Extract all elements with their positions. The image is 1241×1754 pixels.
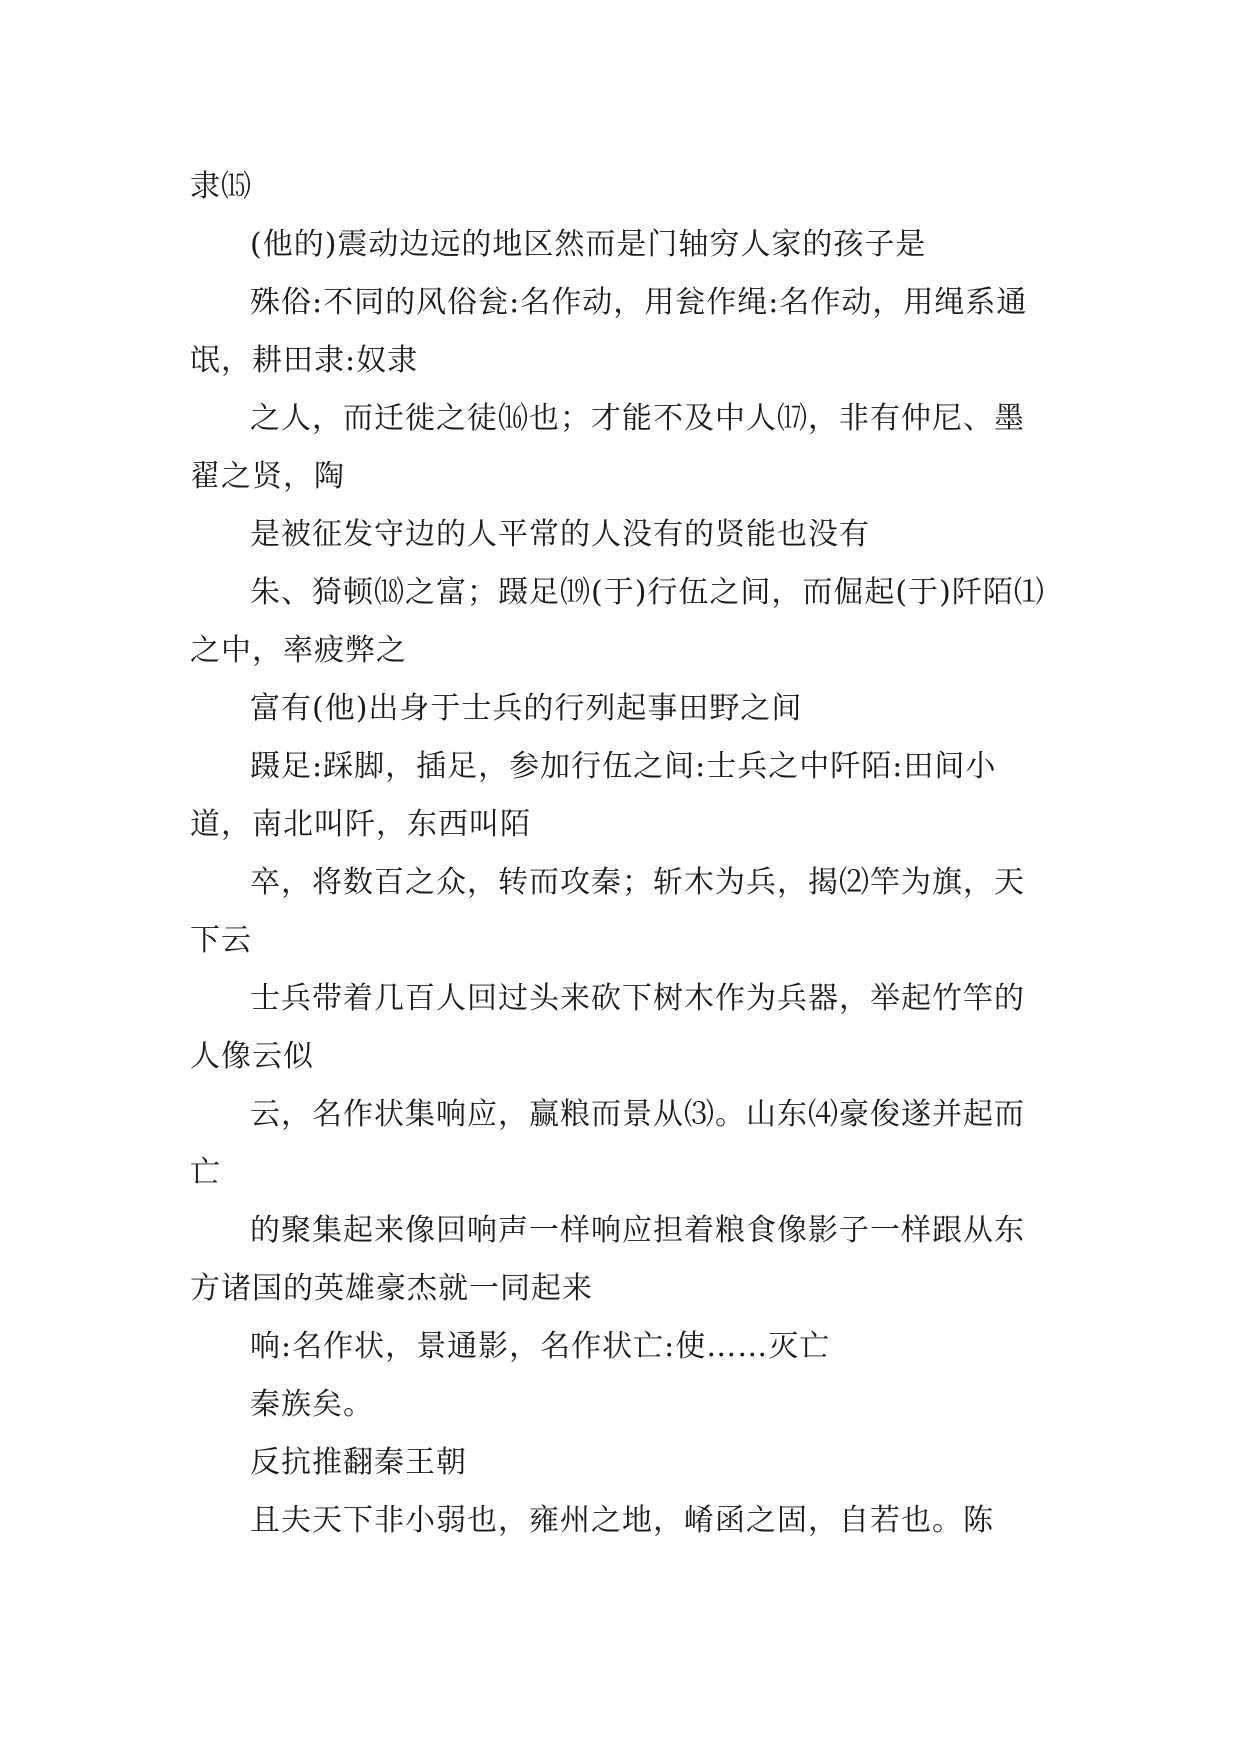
paragraph-9: 卒，将数百之众，转而攻秦；斩木为兵，揭⑵竿为旗，天下云 xyxy=(190,865,1025,958)
paragraph-4: 之人，而迁徙之徒⒃也；才能不及中人⒄，非有仲尼、墨翟之贤，陶 xyxy=(190,401,1025,494)
paragraph-2: (他的)震动边远的地区然而是门轴穷人家的孩子是 xyxy=(250,227,927,262)
paragraph-8: 蹑足:踩脚，插足，参加行伍之间:士兵之中阡陌:田间小道，南北叫阡，东西叫陌 xyxy=(190,749,997,842)
paragraph-11: 云，名作状集响应，赢粮而景从⑶。山东⑷豪俊遂并起而亡 xyxy=(190,1097,1025,1190)
paragraph-14: 秦族矣。 xyxy=(250,1387,374,1422)
paragraph-15: 反抗推翻秦王朝 xyxy=(250,1445,467,1480)
paragraph-1: 隶⒂ xyxy=(190,169,252,204)
paragraph-6: 朱、猗顿⒅之富；蹑足⒆(于)行伍之间，而倔起(于)阡陌⑴之中，率疲弊之 xyxy=(190,575,1045,668)
paragraph-3: 殊俗:不同的风俗瓮:名作动，用瓮作绳:名作动，用绳系通氓，耕田隶:奴隶 xyxy=(190,285,1028,378)
paragraph-12: 的聚集起来像回响声一样响应担着粮食像影子一样跟从东方诸国的英雄豪杰就一同起来 xyxy=(190,1213,1025,1306)
paragraph-5: 是被征发守边的人平常的人没有的贤能也没有 xyxy=(250,517,870,552)
paragraph-13: 响:名作状，景通影，名作状亡:使……灭亡 xyxy=(250,1329,831,1364)
paragraph-7: 富有(他)出身于士兵的行列起事田野之间 xyxy=(250,691,803,726)
paragraph-16: 且夫天下非小弱也，雍州之地，崤函之固，自若也。陈 xyxy=(250,1503,994,1538)
document-body xyxy=(190,158,1050,1550)
paragraph-10: 士兵带着几百人回过头来砍下树木作为兵器，举起竹竿的人像云似 xyxy=(190,981,1025,1074)
